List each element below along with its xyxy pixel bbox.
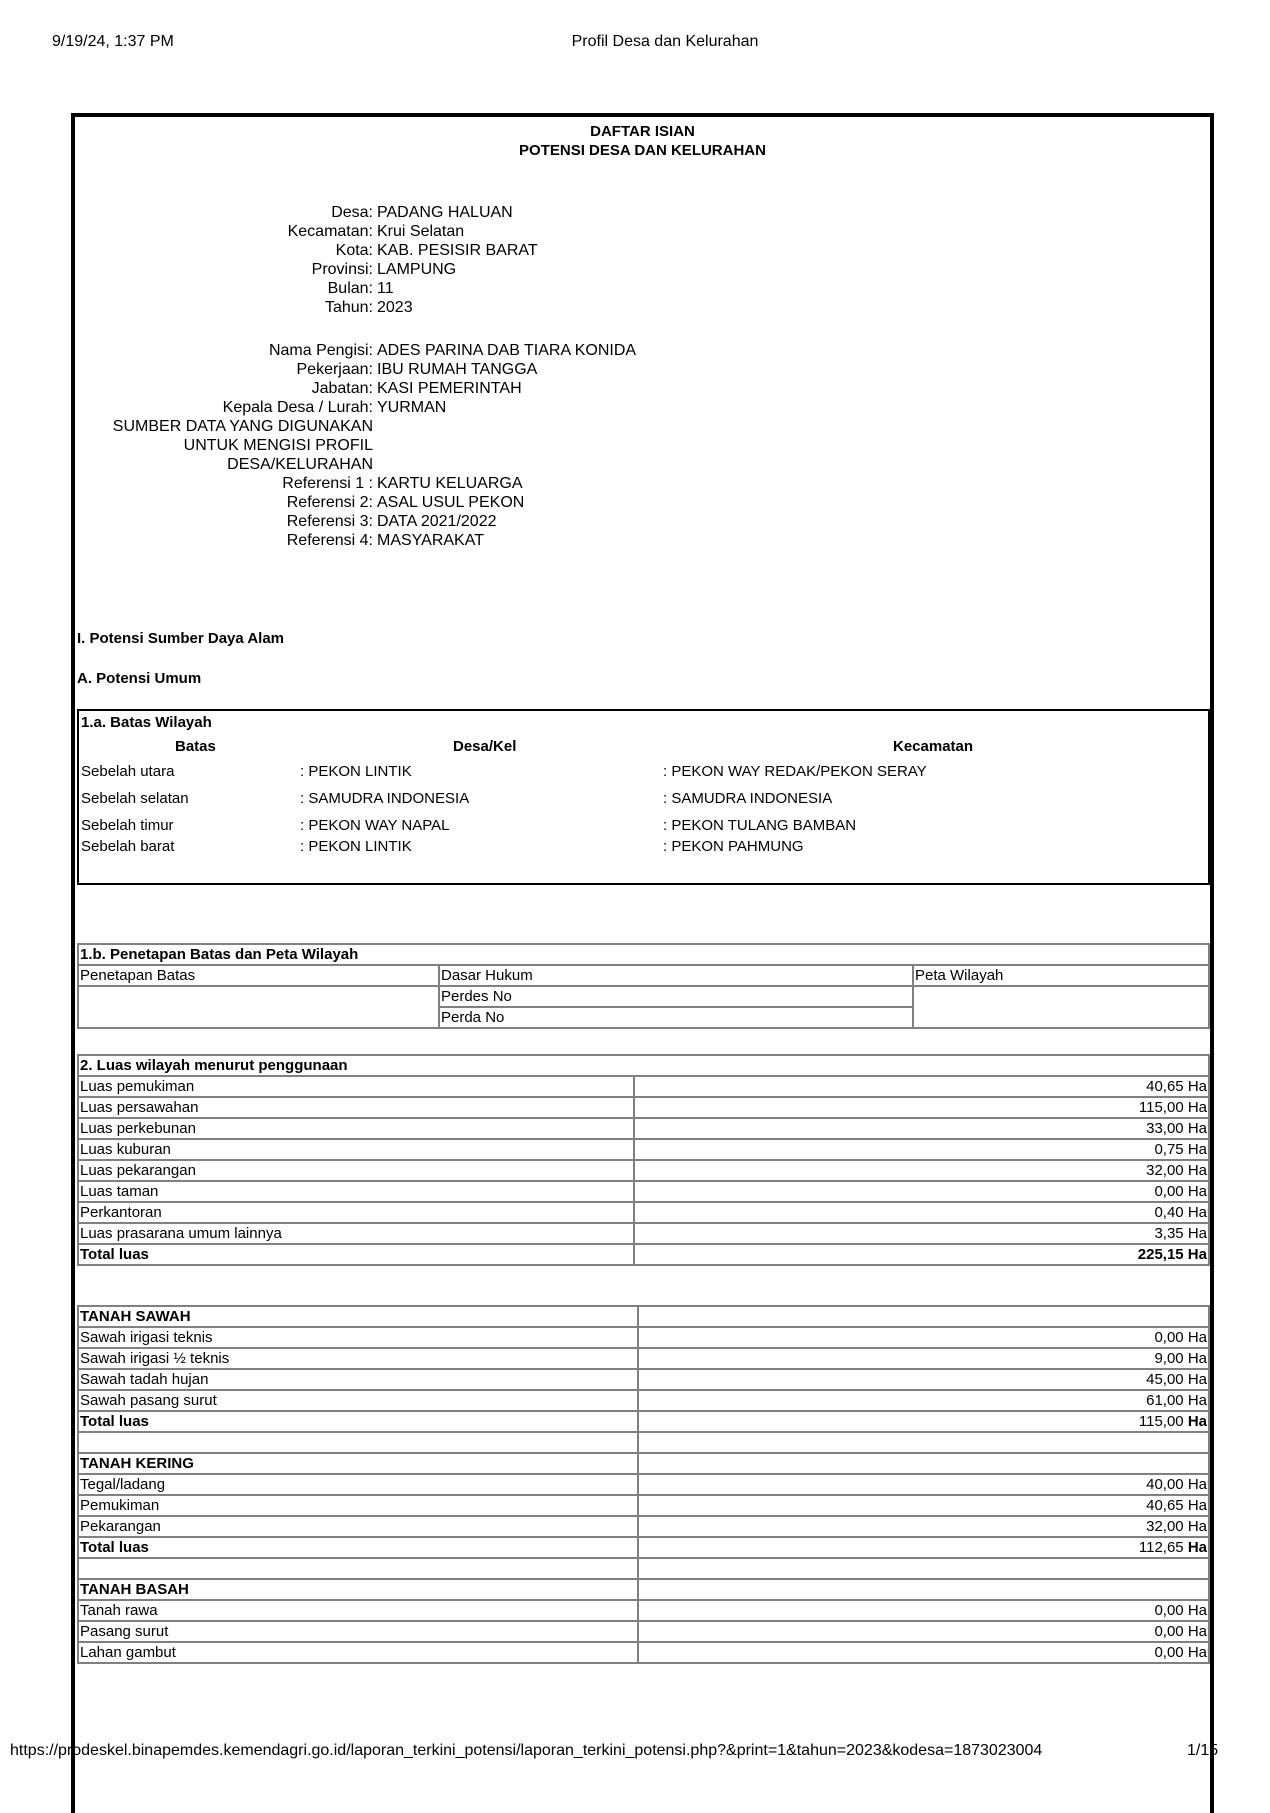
total-row xyxy=(78,1244,1209,1265)
identity-row-kecamatan xyxy=(75,222,675,241)
preparer-label: SUMBER DATA YANG DIGUNAKAN xyxy=(112,418,373,435)
empty-cell xyxy=(638,1558,1209,1579)
batas-label: Sebelah barat xyxy=(81,838,175,855)
identity-label: Kecamatan: xyxy=(287,223,373,240)
table-row xyxy=(78,1118,1209,1139)
empty-cell xyxy=(638,1453,1209,1474)
print-datetime: 9/19/24, 1:37 PM xyxy=(52,33,174,50)
total-label: Total luas xyxy=(78,1537,638,1558)
total-label: Total luas xyxy=(78,1411,638,1432)
identity-label: Kota: xyxy=(335,242,373,259)
table-row xyxy=(78,1390,1209,1411)
preparer-row xyxy=(75,398,675,417)
table-row xyxy=(78,1621,1209,1642)
preparer-label: Referensi 1 : xyxy=(282,475,373,492)
preparer-row xyxy=(75,341,675,360)
preparer-row xyxy=(75,493,675,512)
empty-cell xyxy=(638,1432,1209,1453)
row-value: 45,00 Ha xyxy=(638,1369,1209,1390)
header-batas: Batas xyxy=(175,738,216,755)
table-row xyxy=(78,1327,1209,1348)
row-label: Sawah irigasi ½ teknis xyxy=(78,1348,638,1369)
batas-desa: : PEKON WAY NAPAL xyxy=(300,817,450,834)
document-title-line1: DAFTAR ISIAN xyxy=(590,123,695,140)
tanah-sawah-caption: TANAH SAWAH xyxy=(78,1306,638,1327)
empty-cell xyxy=(638,1579,1209,1600)
row-label: Sawah pasang surut xyxy=(78,1390,638,1411)
empty-cell xyxy=(638,1306,1209,1327)
batas-kecamatan: : PEKON PAHMUNG xyxy=(663,838,804,855)
table-row xyxy=(78,1097,1209,1118)
row-value: 0,00 Ha xyxy=(638,1600,1209,1621)
table-row xyxy=(78,1076,1209,1097)
total-row xyxy=(78,1411,1209,1432)
total-row xyxy=(78,1537,1209,1558)
preparer-row xyxy=(75,379,675,398)
row-value: 0,00 Ha xyxy=(638,1642,1209,1663)
total-number: 112,65 xyxy=(1138,1539,1184,1556)
spacer-row xyxy=(78,1558,1209,1579)
preparer-label: Referensi 2: xyxy=(286,494,373,511)
identity-block xyxy=(75,203,675,317)
row-value: 40,65 Ha xyxy=(634,1076,1209,1097)
preparer-row xyxy=(75,474,675,493)
header-desa-kel: Desa/Kel xyxy=(453,738,517,755)
row-value: 40,65 Ha xyxy=(638,1495,1209,1516)
row-label: Luas persawahan xyxy=(78,1097,634,1118)
identity-row-bulan xyxy=(75,279,675,298)
document-frame xyxy=(71,113,1214,1813)
preparer-label: Jabatan: xyxy=(311,380,373,397)
table-row xyxy=(78,1139,1209,1160)
table-row xyxy=(78,1202,1209,1223)
col-penetapan-batas: Penetapan Batas xyxy=(78,965,439,986)
row-value: 9,00 Ha xyxy=(638,1348,1209,1369)
tanah-basah-caption: TANAH BASAH xyxy=(78,1579,638,1600)
row-value: 61,00 Ha xyxy=(638,1390,1209,1411)
identity-row-kota xyxy=(75,241,675,260)
batas-wilayah-caption: 1.a. Batas Wilayah xyxy=(81,714,212,731)
row-label: Luas taman xyxy=(78,1181,634,1202)
page-number: 1/15 xyxy=(1187,1742,1219,1759)
preparer-row xyxy=(75,360,675,379)
preparer-label: DESA/KELURAHAN xyxy=(227,456,373,473)
preparer-value xyxy=(373,417,377,436)
row-label: Perkantoran xyxy=(78,1202,634,1223)
preparer-value: KARTU KELUARGA xyxy=(377,475,523,492)
table-row xyxy=(78,1160,1209,1181)
peta-wilayah-value xyxy=(913,986,1209,1028)
identity-value: Krui Selatan xyxy=(377,223,465,240)
section-heading-potensi-sda: I. Potensi Sumber Daya Alam xyxy=(77,630,285,647)
total-value xyxy=(638,1537,1209,1558)
table-row xyxy=(78,1600,1209,1621)
document-title xyxy=(75,122,1210,160)
preparer-row xyxy=(75,417,675,436)
table-row xyxy=(78,1474,1209,1495)
preparer-row xyxy=(75,512,675,531)
preparer-value: MASYARAKAT xyxy=(377,532,484,549)
batas-kecamatan: : PEKON WAY REDAK/PEKON SERAY xyxy=(663,763,927,780)
batas-wilayah-box xyxy=(77,709,1210,885)
table-row xyxy=(78,1495,1209,1516)
identity-value: 2023 xyxy=(377,299,413,316)
empty-cell xyxy=(78,1432,638,1453)
preparer-label: Kepala Desa / Lurah: xyxy=(222,399,373,416)
preparer-value: IBU RUMAH TANGGA xyxy=(377,361,538,378)
identity-label: Provinsi: xyxy=(311,261,373,278)
identity-value: LAMPUNG xyxy=(377,261,457,278)
total-label: Total luas xyxy=(78,1244,634,1265)
identity-value: PADANG HALUAN xyxy=(377,204,513,221)
preparer-label: Nama Pengisi: xyxy=(268,342,373,359)
section-heading-potensi-umum: A. Potensi Umum xyxy=(77,670,202,687)
penetapan-batas-caption: 1.b. Penetapan Batas dan Peta Wilayah xyxy=(78,944,1209,965)
preparer-value: ASAL USUL PEKON xyxy=(377,494,525,511)
preparer-value xyxy=(373,436,377,455)
identity-label: Bulan: xyxy=(327,280,373,297)
jenis-tanah-table xyxy=(77,1305,1210,1664)
total-unit: Ha xyxy=(1187,1413,1207,1430)
row-label: Luas perkebunan xyxy=(78,1118,634,1139)
identity-label: Tahun: xyxy=(324,299,373,316)
batas-desa: : PEKON LINTIK xyxy=(300,763,412,780)
col-peta-wilayah: Peta Wilayah xyxy=(913,965,1209,986)
row-label: Pemukiman xyxy=(78,1495,638,1516)
penetapan-batas-table xyxy=(77,943,1210,1029)
row-value: 0,40 Ha xyxy=(634,1202,1209,1223)
row-label: Luas pekarangan xyxy=(78,1160,634,1181)
perdes-no: Perdes No xyxy=(439,986,913,1007)
print-header xyxy=(0,33,1270,53)
total-value: 225,15 Ha xyxy=(634,1244,1209,1265)
identity-value: KAB. PESISIR BARAT xyxy=(377,242,538,259)
table-row xyxy=(78,1516,1209,1537)
spacer-row xyxy=(78,1432,1209,1453)
row-label: Sawah irigasi teknis xyxy=(78,1327,638,1348)
document-title-line2: POTENSI DESA DAN KELURAHAN xyxy=(519,142,766,159)
identity-value: 11 xyxy=(377,280,394,297)
identity-row-desa xyxy=(75,203,675,222)
row-label: Luas pemukiman xyxy=(78,1076,634,1097)
batas-kecamatan: : PEKON TULANG BAMBAN xyxy=(663,817,857,834)
header-kecamatan: Kecamatan xyxy=(893,738,974,755)
row-value: 115,00 Ha xyxy=(634,1097,1209,1118)
row-value: 0,75 Ha xyxy=(634,1139,1209,1160)
row-label: Sawah tadah hujan xyxy=(78,1369,638,1390)
total-number: 115,00 xyxy=(1138,1413,1184,1430)
table-row xyxy=(78,1642,1209,1663)
preparer-value: DATA 2021/2022 xyxy=(377,513,497,530)
row-value: 0,00 Ha xyxy=(638,1621,1209,1642)
table-row xyxy=(78,1348,1209,1369)
preparer-label: Pekerjaan: xyxy=(296,361,373,378)
batas-kecamatan: : SAMUDRA INDONESIA xyxy=(663,790,833,807)
preparer-value: KASI PEMERINTAH xyxy=(377,380,522,397)
luas-wilayah-caption: 2. Luas wilayah menurut penggunaan xyxy=(78,1055,1209,1076)
table-row xyxy=(78,1369,1209,1390)
row-value: 32,00 Ha xyxy=(638,1516,1209,1537)
preparer-value xyxy=(373,455,377,474)
preparer-label: Referensi 3: xyxy=(286,513,373,530)
preparer-block xyxy=(75,341,675,550)
row-label: Lahan gambut xyxy=(78,1642,638,1663)
identity-row-provinsi xyxy=(75,260,675,279)
col-dasar-hukum: Dasar Hukum xyxy=(439,965,913,986)
empty-cell xyxy=(78,1558,638,1579)
row-value: 33,00 Ha xyxy=(634,1118,1209,1139)
row-value: 32,00 Ha xyxy=(634,1160,1209,1181)
row-value: 0,00 Ha xyxy=(638,1327,1209,1348)
batas-label: Sebelah timur xyxy=(81,817,174,834)
preparer-label: UNTUK MENGISI PROFIL xyxy=(183,437,373,454)
batas-label: Sebelah utara xyxy=(81,763,175,780)
identity-row-tahun xyxy=(75,298,675,317)
row-label: Luas kuburan xyxy=(78,1139,634,1160)
print-url: https://prodeskel.binapemdes.kemendagri.go.id/laporan_terkini_potensi/laporan_terkini_potensi.php?&print=1&tahun=2023&kodesa=1873023004 xyxy=(10,1742,1043,1759)
batas-desa: : PEKON LINTIK xyxy=(300,838,412,855)
table-row xyxy=(78,1223,1209,1244)
tanah-kering-caption: TANAH KERING xyxy=(78,1453,638,1474)
preparer-value: ADES PARINA DAB TIARA KONIDA xyxy=(377,342,637,359)
row-label: Pekarangan xyxy=(78,1516,638,1537)
row-value: 3,35 Ha xyxy=(634,1223,1209,1244)
total-unit: Ha xyxy=(1187,1539,1207,1556)
row-label: Pasang surut xyxy=(78,1621,638,1642)
penetapan-batas-value xyxy=(78,986,439,1028)
preparer-row xyxy=(75,436,675,455)
preparer-row xyxy=(75,531,675,550)
preparer-label: Referensi 4: xyxy=(286,532,373,549)
row-label: Luas prasarana umum lainnya xyxy=(78,1223,634,1244)
total-value xyxy=(638,1411,1209,1432)
perda-no: Perda No xyxy=(439,1007,913,1028)
preparer-row xyxy=(75,455,675,474)
preparer-value: YURMAN xyxy=(377,399,447,416)
print-page-title: Profil Desa dan Kelurahan xyxy=(571,33,759,50)
batas-desa: : SAMUDRA INDONESIA xyxy=(300,790,470,807)
batas-label: Sebelah selatan xyxy=(81,790,189,807)
row-value: 40,00 Ha xyxy=(638,1474,1209,1495)
row-label: Tegal/ladang xyxy=(78,1474,638,1495)
row-value: 0,00 Ha xyxy=(634,1181,1209,1202)
identity-label: Desa: xyxy=(331,204,373,221)
table-row xyxy=(78,1181,1209,1202)
luas-wilayah-table xyxy=(77,1054,1210,1266)
row-label: Tanah rawa xyxy=(78,1600,638,1621)
